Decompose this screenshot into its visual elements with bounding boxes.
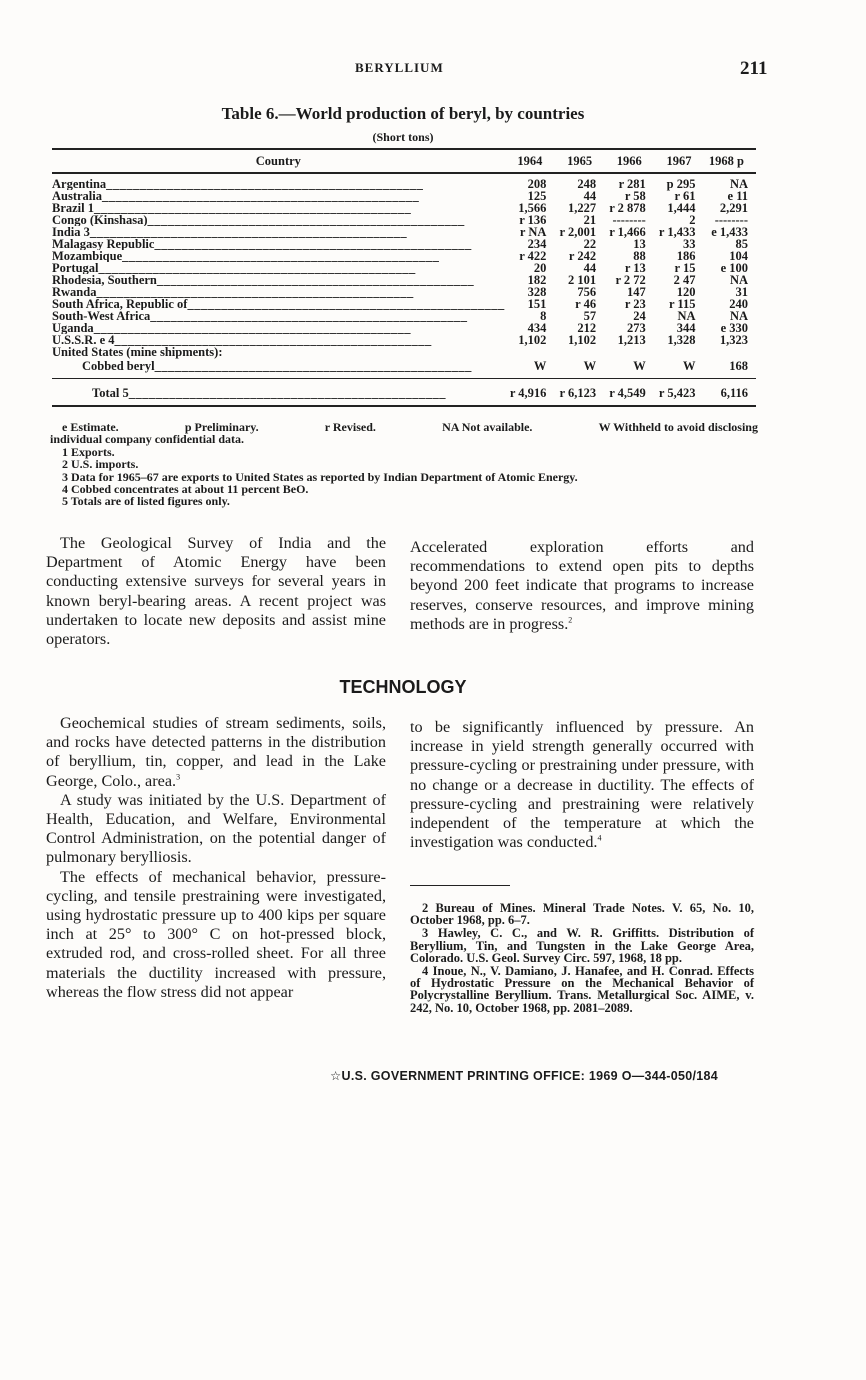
value-cell: 147 xyxy=(627,285,646,299)
value-cell: r 13 xyxy=(624,261,646,275)
value-cell: 240 xyxy=(729,297,748,311)
value-cell: r 1,466 xyxy=(609,225,646,239)
value-cell: 186 xyxy=(676,249,696,263)
value-cell: 273 xyxy=(627,321,646,335)
table-row xyxy=(52,322,756,334)
country-name: Mozambique xyxy=(52,250,123,262)
footnote: 2 Bureau of Mines. Mineral Trade Notes. V. 65, No. 10, October 1968, pp. 6–7. xyxy=(410,901,754,928)
column-header: 1967 xyxy=(654,149,704,173)
value-cell: 344 xyxy=(676,321,696,335)
value-cell: 1,102 xyxy=(567,333,597,347)
country-name: Malagasy Republic xyxy=(52,238,155,250)
country-cell xyxy=(52,322,505,334)
paragraph-continuation xyxy=(410,718,754,852)
table-note: 1 Exports. xyxy=(62,444,115,459)
country-cell xyxy=(52,286,505,298)
body-column-right xyxy=(410,718,754,852)
country-cell xyxy=(52,226,505,238)
dot-leader xyxy=(96,286,413,298)
value-cell: 88 xyxy=(633,249,646,263)
value-cell: -------- xyxy=(612,213,646,227)
paragraph-mechanical: The effects of mechanical behavior, pressure-cycling, and tensile prestraining were investigated, using hydrostatic pressure up to 400 kips per square inch at 25° to 300° C on hot-pressed block, extruded rod, and cross-rolled sheet. For all three materials the ductility increased with pressure, whereas the flow stress did not appear xyxy=(46,867,386,1001)
value-cell: W xyxy=(683,359,696,373)
dot-leader xyxy=(106,177,423,190)
value-cell: W xyxy=(533,359,547,373)
value-cell: NA xyxy=(729,309,748,323)
page-number: 211 xyxy=(740,58,768,79)
value-cell: 434 xyxy=(527,321,547,335)
footnote-rule xyxy=(410,885,510,886)
value-cell: W xyxy=(633,359,646,373)
table-note: 3 Data for 1965–67 are exports to United States as reported by Indian Department of Atomic Energy. xyxy=(62,469,578,484)
paragraph-text: Geochemical studies of stream sediments, soils, and rocks have detected patterns in the distribution of beryllium, tin, copper, and lead in the Lake George, Colo., area. xyxy=(46,714,386,790)
value-cell: 104 xyxy=(729,249,748,263)
paragraph-geochem xyxy=(46,714,386,791)
dot-leader xyxy=(150,310,467,322)
value-cell: 328 xyxy=(527,285,547,299)
table-row xyxy=(52,238,756,250)
column-header: Country xyxy=(52,149,505,173)
table-notes xyxy=(50,421,758,508)
value-cell: r 1,433 xyxy=(658,225,696,239)
value-cell: 2 xyxy=(689,213,696,227)
dot-leader xyxy=(157,274,474,286)
value-cell: r 136 xyxy=(519,213,547,227)
country-cell xyxy=(52,379,505,407)
value-cell: r 115 xyxy=(668,297,696,311)
body-column-left xyxy=(46,534,386,649)
country-name: South Africa, Republic of xyxy=(52,298,188,310)
table-row xyxy=(52,358,756,379)
value-cell: 125 xyxy=(527,189,547,203)
dot-leader xyxy=(154,238,471,250)
paragraph-text: Accelerated exploration efforts and recommendations to extend open pits to depths beyond 200 feet indicate that programs to increase reserves, conserve resources, and improve mining methods are in progress. xyxy=(410,538,754,633)
column-header: 1965 xyxy=(554,149,604,173)
column-header: 1966 xyxy=(604,149,654,173)
value-cell: NA xyxy=(729,177,748,191)
value-cell: W xyxy=(583,359,597,373)
value-cell: 20 xyxy=(533,261,547,275)
value-cell: 182 xyxy=(527,273,547,287)
country-name: Portugal xyxy=(52,262,99,274)
dot-leader xyxy=(99,262,416,274)
running-head: BERYLLIUM xyxy=(355,60,444,75)
value-cell: NA xyxy=(677,309,696,323)
value-cell: 2,291 xyxy=(719,201,748,215)
footnotes xyxy=(410,902,754,1015)
footnote-ref: 4 xyxy=(597,833,602,843)
table-row xyxy=(52,202,756,214)
country-name: U.S.S.R. e 4 xyxy=(52,334,115,346)
value-cell: 212 xyxy=(577,321,597,335)
value-cell: 248 xyxy=(577,177,597,191)
legend-preliminary: p Preliminary. xyxy=(184,420,259,434)
body-column-left xyxy=(46,714,386,1002)
value-cell: 57 xyxy=(583,309,597,323)
section-heading-technology: TECHNOLOGY xyxy=(339,677,467,697)
column-header: 1964 xyxy=(505,149,555,173)
value-cell: 208 xyxy=(527,177,547,191)
country-name: India 3 xyxy=(52,226,90,238)
table-row xyxy=(52,250,756,262)
value-cell: r 61 xyxy=(674,189,696,203)
value-cell: r 23 xyxy=(624,297,646,311)
footnote: 3 Hawley, C. C., and W. R. Griffitts. Distribution of Beryllium, Tin, and Tungsten in the Lake George Area, Colorado. U.S. Geol. Survey Circ. 597, 1968, 18 pp. xyxy=(410,926,754,965)
footnote: 4 Inoue, N., V. Damiano, J. Hanafee, and H. Conrad. Effects of Hydrostatic Pressure on the Mechanical Behavior of Polycrystalline Beryllium. Trans. Metallurgical Soc. AIME, v. 242, No. 10, October 1968, pp. 2081–2089. xyxy=(410,964,754,1015)
value-cell: 756 xyxy=(577,285,597,299)
table-row xyxy=(52,262,756,274)
dot-leader xyxy=(102,190,419,202)
value-cell: 44 xyxy=(583,189,597,203)
value-cell: e 330 xyxy=(720,321,748,335)
value-cell: r 2 878 xyxy=(609,201,646,215)
value-cell: r 4,916 xyxy=(505,379,555,407)
legend-revised: r Revised. xyxy=(324,420,376,434)
value-cell: e 100 xyxy=(720,261,748,275)
value-cell: 1,444 xyxy=(667,201,696,215)
value-cell: 13 xyxy=(633,237,646,251)
value-cell: 31 xyxy=(735,285,748,299)
value-cell: 1,102 xyxy=(518,333,547,347)
country-cell xyxy=(52,214,505,226)
value-cell: r 281 xyxy=(618,177,646,191)
value-cell: r 2 72 xyxy=(615,273,646,287)
country-name: Rwanda xyxy=(52,286,97,298)
dot-leader xyxy=(94,322,411,334)
table-row xyxy=(52,379,756,407)
dot-leader xyxy=(129,386,446,400)
value-cell: 120 xyxy=(676,285,696,299)
dot-leader xyxy=(94,202,411,214)
value-cell: 1,227 xyxy=(567,201,597,215)
country-cell xyxy=(52,310,505,322)
dot-leader xyxy=(122,250,439,262)
country-name: Congo (Kinshasa) xyxy=(52,214,148,226)
value-cell: 2 101 xyxy=(567,273,597,287)
table-note: 5 Totals are of listed figures only. xyxy=(62,494,230,509)
value-cell: 8 xyxy=(540,309,547,323)
table-note: 4 Cobbed concentrates at about 11 percent BeO. xyxy=(62,482,309,497)
value-cell: r 58 xyxy=(624,189,646,203)
value-cell: 1,213 xyxy=(617,333,646,347)
table-note: 2 U.S. imports. xyxy=(62,457,139,472)
value-cell: r 4,549 xyxy=(604,379,654,407)
dot-leader xyxy=(187,298,504,310)
value-cell: r 2,001 xyxy=(559,225,597,239)
table-row xyxy=(52,274,756,286)
country-name: Rhodesia, Southern xyxy=(52,274,157,286)
table-row xyxy=(52,298,756,310)
production-table xyxy=(52,148,756,407)
legend-continuation: individual company confidential data. xyxy=(50,432,245,447)
country-cell xyxy=(52,358,505,379)
paragraph-text: to be significantly influenced by pressure. An increase in yield strength generally occurred with pressure-cycling or prestraining under pressure, with no change or a decrease in ductility. The effects of pressure-cycling and prestraining were relatively independent of the temperature at which the investigation was conducted. xyxy=(410,718,754,852)
value-cell: 1,328 xyxy=(667,333,696,347)
value-cell: 1,323 xyxy=(719,333,748,347)
value-cell: 151 xyxy=(527,297,547,311)
country-cell xyxy=(52,298,505,310)
dot-leader xyxy=(148,214,465,226)
value-cell: r 46 xyxy=(575,297,597,311)
country-cell xyxy=(52,274,505,286)
body-column-right xyxy=(410,538,754,634)
value-cell: 234 xyxy=(527,237,547,251)
value-cell: r 242 xyxy=(568,249,597,263)
footnote-ref: 3 xyxy=(176,772,181,782)
value-cell: 21 xyxy=(583,213,597,227)
country-name: South-West Africa xyxy=(52,310,151,322)
dot-leader xyxy=(155,359,472,373)
value-cell: p 295 xyxy=(666,177,696,191)
table-row xyxy=(52,310,756,322)
table-row xyxy=(52,286,756,298)
value-cell: r 422 xyxy=(519,249,547,263)
paragraph-study: A study was initiated by the U.S. Department of Health, Education, and Welfare, Environmental Control Administration, on the potential danger of pulmonary berylliosis. xyxy=(46,790,386,867)
paragraph-india: The Geological Survey of India and the Department of Atomic Energy have been conducting extensive surveys for several years in known beryl-bearing areas. A recent project was undertaken to locate new deposits and assist mine operators. xyxy=(46,534,386,649)
country-name: Total 5 xyxy=(92,386,129,400)
table-row xyxy=(52,173,756,190)
value-cell: 22 xyxy=(583,237,597,251)
country-cell xyxy=(52,173,505,190)
table-row xyxy=(52,226,756,238)
country-name: Brazil 1 xyxy=(52,202,95,214)
value-cell: 33 xyxy=(683,237,696,251)
us-label-cell: United States (mine shipments): xyxy=(52,345,223,359)
value-cell: r 15 xyxy=(674,261,696,275)
value-cell: 6,116 xyxy=(704,379,757,407)
value-cell: r 6,123 xyxy=(554,379,604,407)
value-cell: -------- xyxy=(714,213,748,227)
value-cell: 24 xyxy=(633,309,646,323)
paragraph-accelerated xyxy=(410,538,754,634)
value-cell: e 1,433 xyxy=(711,225,748,239)
country-cell xyxy=(52,190,505,202)
table-subtitle: (Short tons) xyxy=(372,130,434,144)
value-cell: r 5,423 xyxy=(654,379,704,407)
country-cell xyxy=(52,238,505,250)
footnote-ref: 2 xyxy=(568,615,573,625)
value-cell: NA xyxy=(729,273,748,287)
value-cell: e 11 xyxy=(727,189,748,203)
value-cell: r NA xyxy=(519,225,547,239)
table-title: Table 6.—World production of beryl, by countries xyxy=(221,104,585,123)
value-cell: 2 47 xyxy=(673,273,696,287)
country-cell xyxy=(52,262,505,274)
legend-na: NA Not available. xyxy=(442,420,533,434)
dot-leader xyxy=(90,226,407,238)
table-row xyxy=(52,214,756,226)
legend-withheld: W Withheld to avoid disclosing xyxy=(598,420,758,434)
value-cell: 44 xyxy=(583,261,597,275)
country-name: Australia xyxy=(52,190,102,202)
table-row xyxy=(52,190,756,202)
value-cell: 168 xyxy=(729,359,748,373)
table-row xyxy=(52,346,756,358)
country-name: Cobbed beryl xyxy=(82,359,155,373)
legend-estimate: e Estimate. xyxy=(62,420,119,434)
value-cell: 85 xyxy=(735,237,748,251)
country-name: Uganda xyxy=(52,322,94,334)
column-header: 1968 p xyxy=(704,149,757,173)
country-cell xyxy=(52,202,505,214)
country-cell xyxy=(52,250,505,262)
value-cell: 1,566 xyxy=(518,201,547,215)
table-header-row xyxy=(52,149,756,173)
printing-office-line: ☆U.S. GOVERNMENT PRINTING OFFICE: 1969 O—344-050/184 xyxy=(330,1069,719,1083)
country-name: Argentina xyxy=(52,177,107,190)
